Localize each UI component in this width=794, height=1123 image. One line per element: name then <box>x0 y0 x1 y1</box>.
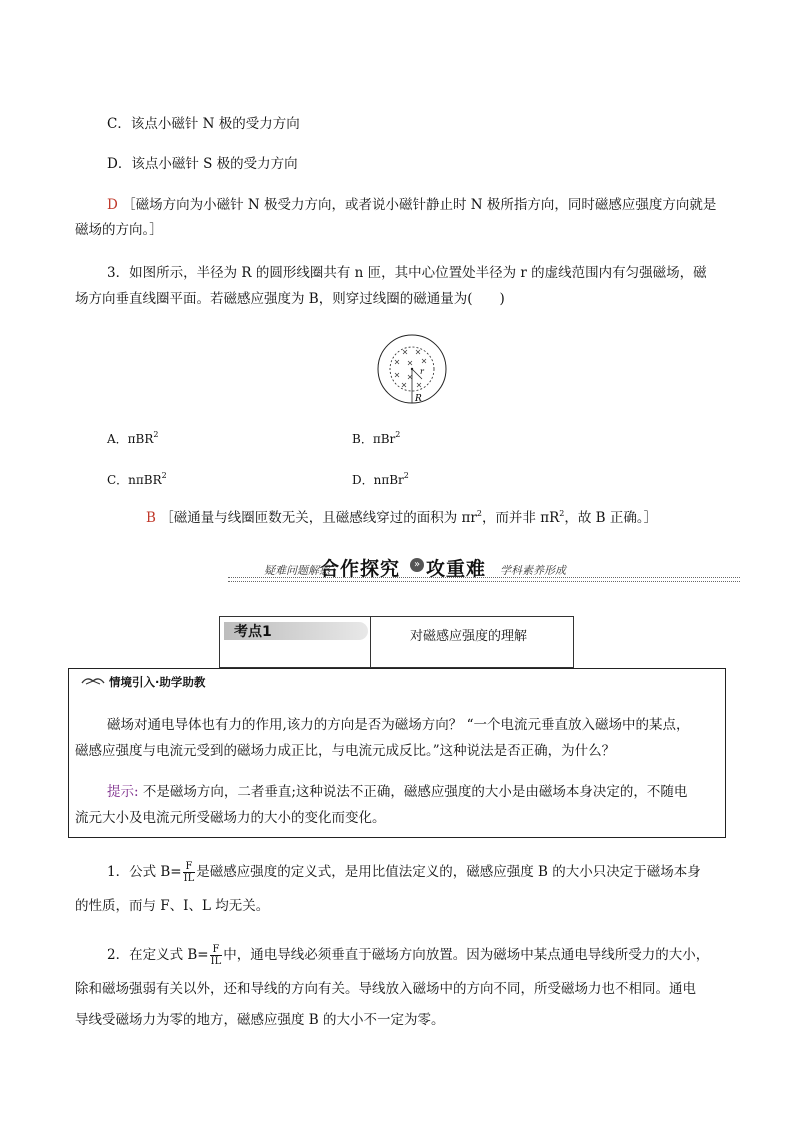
banner-left-text: 疑难问题解惑 <box>264 564 330 577</box>
hint-line: 提示: 不是磁场方向，二者垂直;这种说法不正确，磁感应强度的大小是由磁场本身决定的，不随电 <box>107 784 688 800</box>
answer-letter: D <box>107 197 118 213</box>
question-3-stem-cont: 场方向垂直线圈平面。若磁感应强度为 B，则穿过线圈的磁通量为( ) <box>75 291 505 307</box>
banner-divider <box>228 577 740 578</box>
option-c: C．该点小磁针 N 极的受力方向 <box>107 116 300 132</box>
coil-figure <box>376 333 448 405</box>
option-b: B．πBr$^2$ <box>352 430 401 446</box>
label-R: R <box>415 394 422 404</box>
double-arrow-icon: » <box>410 558 424 572</box>
context-question: 磁场对通电导体也有力的作用,该力的方向是否为磁场方向？ “一个电流元垂直放入磁场中的某点， <box>107 717 690 733</box>
answer-text: ［磁场方向为小磁针 N 极受力方向，或者说小磁针静止时 N 极所指方向，同时磁感应强度方向就是 <box>122 197 717 213</box>
hint-line-cont: 流元大小及电流元所受磁场力的大小的变化而变化。 <box>75 810 386 826</box>
option-d: D．该点小磁针 S 极的受力方向 <box>107 156 298 172</box>
topic-title: 对磁感应强度的理解 <box>410 629 528 644</box>
banner-divider-2 <box>228 581 740 582</box>
fraction-f-over-il: $\frac{F}{IL}$ <box>183 861 195 884</box>
label-r: r <box>420 367 424 376</box>
point-1: 1．公式 B= $\frac{F}{IL}$ 是磁感应强度的定义式，是用比值法定义的，磁感应强度 B 的大小只决定于磁场本身 <box>107 861 701 884</box>
point-2: 2．在定义式 B= $\frac{F}{IL}$ 中，通电导线必须垂直于磁场方向放置。因为磁场中某点通电导线所受力的大小， <box>107 944 710 967</box>
point-2-cont-2: 导线受磁场力为零的地方，磁感应强度 B 的大小不一定为零。 <box>75 1012 445 1028</box>
topic-label: 考点1 <box>234 624 272 640</box>
question-3-stem: 3．如图所示，半径为 R 的圆形线圈共有 n 匝，其中心位置处半径为 r 的虚线范围内有匀强磁场，磁 <box>107 265 707 281</box>
option-d-3: D．nπBr$^2$ <box>352 471 409 487</box>
option-a: A．πBR$^2$ <box>107 430 159 446</box>
fraction-f-over-il-2: $\frac{F}{IL}$ <box>210 944 222 967</box>
topic-table <box>219 616 574 668</box>
banner-main-2: 攻重难 <box>426 558 487 580</box>
option-c-3: C．nπBR$^2$ <box>107 471 167 487</box>
hands-icon <box>81 675 105 687</box>
answer-text-cont: 磁场的方向。］ <box>75 222 163 238</box>
topic-label-cell <box>220 617 371 667</box>
answer-line <box>107 195 716 215</box>
answer-line-3: B ［磁通量与线圈匝数无关，且磁感线穿过的面积为 $\pi r^2$，而并非 $\pi R^2$，故 B 正确。］ <box>146 509 658 526</box>
hint-label: 提示: <box>107 784 139 800</box>
banner-right-text: 学科素养形成 <box>500 564 566 577</box>
point-1-cont: 的性质，而与 F、I、L 均无关。 <box>75 898 270 914</box>
point-2-cont: 除和磁场强弱有关以外，还和导线的方向有关。导线放入磁场中的方向不同，所受磁场力也不相同。通电 <box>75 981 696 997</box>
context-box-title: 情境引入·助学助教 <box>109 675 206 689</box>
answer-letter-3: B <box>146 510 156 526</box>
banner-main-1: 合作探究 <box>320 558 401 580</box>
context-question-cont: 磁感应强度与电流元受到的磁场力成正比，与电流元成反比。”这种说法是否正确，为什么？ <box>75 743 616 759</box>
